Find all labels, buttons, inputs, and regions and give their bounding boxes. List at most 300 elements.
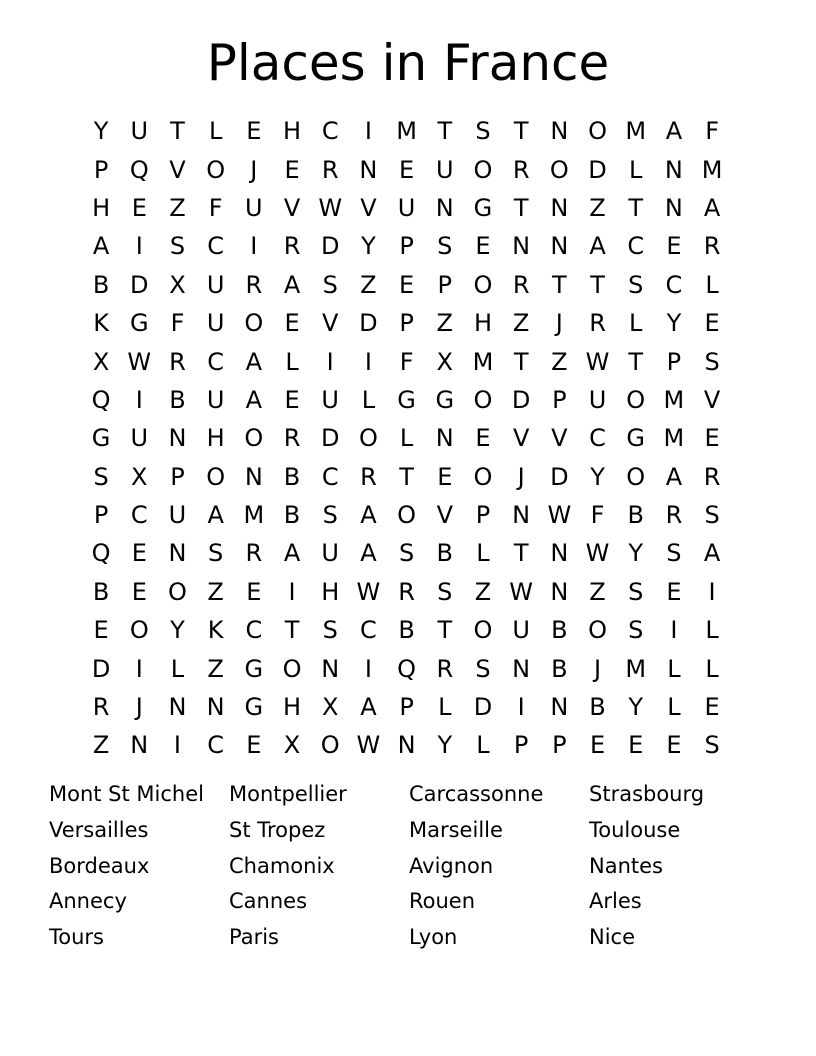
grid-letter: N <box>168 424 187 453</box>
grid-letter: N <box>321 654 340 683</box>
grid-letter: N <box>244 462 263 491</box>
grid-letter: M <box>472 347 494 376</box>
grid-letter: Y <box>666 309 682 338</box>
grid-letter: T <box>513 193 529 222</box>
grid-letter: U <box>130 117 149 146</box>
grid-letter: U <box>321 385 339 414</box>
grid-letter: N <box>168 539 187 568</box>
grid-letter: B <box>551 616 568 645</box>
grid-letter: O <box>129 616 149 645</box>
grid-letter: Z <box>512 309 530 338</box>
grid-letter: S <box>322 501 338 530</box>
grid-letter: A <box>360 693 377 722</box>
grid-letter: H <box>206 424 225 453</box>
grid-letter: Z <box>360 270 377 299</box>
grid-letter: G <box>473 193 493 222</box>
grid-letter: R <box>703 232 721 261</box>
grid-letter: L <box>705 616 719 645</box>
grid-letter: J <box>555 309 563 338</box>
grid-letter: O <box>588 117 607 146</box>
grid-letter: A <box>360 539 377 568</box>
grid-letter: S <box>322 270 338 299</box>
grid-letter: Y <box>628 539 644 568</box>
grid-letter: L <box>476 731 490 760</box>
grid-letter: J <box>593 654 602 683</box>
grid-letter: P <box>93 155 109 184</box>
grid-letter: U <box>435 155 454 184</box>
grid-letter: G <box>129 309 149 338</box>
grid-letter: R <box>169 347 186 376</box>
grid-letter: C <box>360 616 377 645</box>
grid-letter: G <box>626 424 646 453</box>
grid-letter: T <box>399 462 414 491</box>
grid-letter: S <box>398 539 415 568</box>
grid-letter: X <box>436 347 453 376</box>
grid-letter: P <box>475 501 491 530</box>
grid-letter: U <box>512 616 530 645</box>
grid-letter: B <box>169 385 186 414</box>
word-list-item: Rouen <box>409 889 476 914</box>
grid-letter: S <box>475 117 491 146</box>
grid-letter: D <box>473 693 493 722</box>
grid-letter: O <box>626 462 646 491</box>
grid-letter: J <box>517 462 525 491</box>
grid-letter: D <box>550 462 569 491</box>
grid-letter: S <box>666 539 682 568</box>
grid-letter: B <box>627 501 644 530</box>
grid-letter: P <box>399 232 414 261</box>
grid-letter: U <box>206 270 225 299</box>
grid-letter: N <box>512 232 531 261</box>
grid-letter: D <box>320 424 340 453</box>
grid-letter: T <box>284 616 300 645</box>
grid-letter: K <box>207 616 224 645</box>
grid-letter: W <box>585 347 610 376</box>
grid-letter: I <box>364 347 372 376</box>
grid-letter: S <box>704 347 720 376</box>
grid-letter: B <box>92 577 110 606</box>
grid-letter: A <box>665 117 683 146</box>
grid-letter: L <box>705 654 719 683</box>
grid-letter: N <box>550 117 569 146</box>
grid-letter: F <box>170 309 185 338</box>
grid-letter: S <box>704 731 720 760</box>
grid-letter: U <box>245 193 263 222</box>
grid-letter: S <box>628 270 644 299</box>
grid-letter: C <box>207 731 225 760</box>
grid-letter: Q <box>91 539 111 568</box>
grid-letter: I <box>135 385 143 414</box>
grid-letter: S <box>93 462 109 491</box>
grid-letter: P <box>399 693 414 722</box>
word-list-item: Montpellier <box>229 782 347 806</box>
grid-letter: R <box>245 270 263 299</box>
grid-letter: V <box>283 193 301 222</box>
grid-letter: H <box>473 309 492 338</box>
grid-letter: Q <box>397 654 417 683</box>
grid-letter: Z <box>551 347 568 376</box>
grid-letter: S <box>169 232 186 261</box>
grid-letter: A <box>92 232 110 261</box>
grid-letter: Y <box>628 693 644 722</box>
grid-letter: E <box>246 117 262 146</box>
word-list-item: Chamonix <box>229 853 335 878</box>
grid-letter: E <box>666 577 682 606</box>
grid-letter: E <box>246 731 262 760</box>
grid-letter: X <box>92 347 110 376</box>
grid-letter: O <box>168 577 187 606</box>
grid-letter: W <box>318 193 343 222</box>
grid-letter: P <box>513 731 529 760</box>
grid-letter: M <box>625 117 647 146</box>
grid-letter: I <box>670 616 678 645</box>
grid-letter: T <box>513 117 529 146</box>
grid-letter: Y <box>437 731 453 760</box>
grid-letter: P <box>170 462 185 491</box>
grid-letter: R <box>321 155 339 184</box>
grid-letter: F <box>208 193 223 222</box>
grid-letter: B <box>92 270 110 299</box>
grid-letter: R <box>360 462 377 491</box>
grid-letter: P <box>552 385 567 414</box>
grid-letter: E <box>131 577 147 606</box>
grid-letter: K <box>93 309 109 338</box>
grid-letter: L <box>285 347 299 376</box>
grid-letter: M <box>625 654 647 683</box>
grid-letter: G <box>435 385 455 414</box>
grid-letter: D <box>91 654 111 683</box>
grid-letter: N <box>168 693 187 722</box>
word-list-item: Marseille <box>409 817 503 842</box>
grid-letter: N <box>512 654 531 683</box>
grid-letter: W <box>585 539 610 568</box>
grid-letter: U <box>206 385 225 414</box>
grid-letter: Z <box>589 193 606 222</box>
word-list-item: Cannes <box>229 889 308 914</box>
grid-letter: L <box>629 309 643 338</box>
grid-letter: E <box>704 309 720 338</box>
grid-letter: R <box>283 424 301 453</box>
grid-letter: T <box>170 117 185 146</box>
grid-letter: R <box>512 155 530 184</box>
grid-letter: L <box>476 539 490 568</box>
grid-letter: N <box>664 193 683 222</box>
grid-letter: H <box>283 693 302 722</box>
grid-letter: G <box>244 654 264 683</box>
grid-letter: N <box>512 501 531 530</box>
grid-letter: M <box>663 424 685 453</box>
grid-letter: T <box>628 193 644 222</box>
grid-letter: Y <box>93 117 109 146</box>
grid-letter: R <box>665 501 683 530</box>
grid-letter: F <box>705 117 719 146</box>
word-list-item: Avignon <box>409 853 494 878</box>
grid-letter: L <box>399 424 414 453</box>
grid-letter: P <box>552 731 567 760</box>
grid-letter: B <box>436 539 454 568</box>
grid-letter: R <box>283 232 301 261</box>
grid-letter: D <box>511 385 531 414</box>
grid-letter: U <box>130 424 149 453</box>
grid-letter: Z <box>207 654 224 683</box>
grid-letter: V <box>703 385 721 414</box>
grid-letter: N <box>550 193 569 222</box>
grid-letter: H <box>92 193 111 222</box>
grid-letter: R <box>436 654 454 683</box>
grid-letter: G <box>91 424 111 453</box>
grid-letter: L <box>667 693 681 722</box>
word-list-item: Annecy <box>49 889 127 914</box>
grid-letter: R <box>92 693 110 722</box>
grid-letter: E <box>284 309 300 338</box>
grid-letter: U <box>168 501 187 530</box>
grid-letter: B <box>283 501 301 530</box>
grid-letter: L <box>705 270 719 299</box>
grid-letter: S <box>628 616 644 645</box>
grid-letter: E <box>131 539 147 568</box>
grid-letter: O <box>473 462 493 491</box>
grid-letter: E <box>437 462 453 491</box>
word-list-item: Nantes <box>589 853 663 878</box>
grid-letter: I <box>364 117 372 146</box>
grid-letter: A <box>207 501 224 530</box>
grid-letter: O <box>358 424 378 453</box>
grid-letter: O <box>206 155 226 184</box>
grid-letter: N <box>130 731 149 760</box>
grid-letter: I <box>135 654 143 683</box>
grid-letter: A <box>283 539 301 568</box>
grid-letter: B <box>283 462 301 491</box>
grid-letter: O <box>320 731 340 760</box>
grid-letter: Z <box>436 309 453 338</box>
grid-letter: Q <box>91 385 111 414</box>
grid-letter: A <box>665 462 683 491</box>
grid-letter: V <box>322 309 339 338</box>
grid-letter: A <box>360 501 377 530</box>
grid-letter: D <box>320 232 340 261</box>
grid-letter: C <box>665 270 683 299</box>
grid-letter: C <box>321 462 339 491</box>
grid-letter: M <box>243 501 265 530</box>
grid-letter: E <box>399 270 415 299</box>
grid-letter: V <box>512 424 530 453</box>
grid-letter: I <box>135 232 143 261</box>
grid-letter: A <box>703 539 721 568</box>
grid-letter: X <box>283 731 301 760</box>
grid-letter: E <box>628 731 644 760</box>
grid-letter: L <box>208 117 223 146</box>
grid-letter: T <box>513 347 529 376</box>
grid-letter: C <box>321 117 339 146</box>
grid-letter: T <box>513 539 529 568</box>
grid-letter: A <box>283 270 301 299</box>
grid-letter: O <box>206 462 226 491</box>
grid-letter: O <box>473 270 493 299</box>
grid-letter: P <box>666 347 682 376</box>
grid-letter: U <box>397 193 416 222</box>
grid-letter: L <box>629 155 643 184</box>
grid-letter: L <box>361 385 376 414</box>
grid-letter: I <box>288 577 296 606</box>
grid-letter: N <box>206 693 225 722</box>
grid-letter: M <box>396 117 417 146</box>
grid-letter: O <box>473 385 493 414</box>
grid-letter: W <box>356 577 381 606</box>
grid-letter: P <box>399 309 414 338</box>
grid-letter: A <box>589 232 606 261</box>
grid-letter: G <box>397 385 416 414</box>
word-list-item: Arles <box>589 889 642 914</box>
grid-letter: J <box>135 693 143 722</box>
grid-letter: X <box>321 693 339 722</box>
word-list-item: Tours <box>49 925 104 950</box>
grid-letter: I <box>250 232 258 261</box>
grid-letter: E <box>704 693 720 722</box>
grid-letter: B <box>589 693 606 722</box>
grid-letter: C <box>627 232 645 261</box>
grid-letter: W <box>356 731 381 760</box>
grid-letter: N <box>435 193 454 222</box>
grid-letter: A <box>703 193 721 222</box>
grid-letter: E <box>666 731 682 760</box>
grid-letter: C <box>207 232 225 261</box>
grid-letter: T <box>628 347 644 376</box>
grid-letter: L <box>667 654 681 683</box>
grid-letter: U <box>206 309 225 338</box>
grid-letter: R <box>398 577 415 606</box>
grid-letter: X <box>131 462 148 491</box>
grid-letter: V <box>436 501 453 530</box>
grid-letter: Y <box>170 616 185 645</box>
grid-letter: Y <box>590 462 605 491</box>
grid-letter: Q <box>129 155 149 184</box>
grid-letter: I <box>326 347 334 376</box>
grid-letter: E <box>131 193 147 222</box>
grid-letter: O <box>282 654 302 683</box>
grid-letter: W <box>509 577 534 606</box>
grid-letter: P <box>437 270 453 299</box>
grid-letter: S <box>628 577 644 606</box>
grid-letter: G <box>244 693 264 722</box>
grid-letter: O <box>244 424 264 453</box>
grid-letter: O <box>244 309 264 338</box>
grid-letter: I <box>517 693 525 722</box>
grid-letter: E <box>666 232 682 261</box>
grid-letter: T <box>590 270 605 299</box>
grid-letter: E <box>284 385 300 414</box>
word-list-item: Strasbourg <box>589 782 705 806</box>
grid-letter: N <box>397 731 416 760</box>
grid-letter: B <box>551 654 568 683</box>
grid-letter: N <box>550 577 569 606</box>
grid-letter: R <box>245 539 263 568</box>
grid-letter: X <box>169 270 186 299</box>
grid-letter: N <box>550 693 569 722</box>
grid-letter: E <box>284 155 300 184</box>
grid-letter: E <box>246 577 262 606</box>
grid-letter: M <box>701 155 723 184</box>
grid-letter: L <box>438 693 452 722</box>
grid-letter: U <box>588 385 607 414</box>
grid-letter: D <box>359 309 378 338</box>
grid-letter: N <box>550 539 569 568</box>
grid-letter: R <box>703 462 721 491</box>
grid-letter: S <box>208 539 224 568</box>
grid-letter: E <box>93 616 109 645</box>
grid-letter: W <box>547 501 572 530</box>
grid-letter: E <box>475 232 491 261</box>
grid-letter: I <box>173 731 181 760</box>
grid-letter: Y <box>361 232 376 261</box>
grid-letter: C <box>589 424 606 453</box>
grid-letter: U <box>321 539 339 568</box>
grid-letter: C <box>130 501 148 530</box>
word-list-item: Lyon <box>409 925 458 950</box>
grid-letter: T <box>437 616 453 645</box>
grid-letter: W <box>127 347 152 376</box>
grid-letter: V <box>551 424 568 453</box>
grid-letter: O <box>473 616 493 645</box>
grid-letter: N <box>359 155 378 184</box>
grid-letter: H <box>283 117 302 146</box>
grid-letter: N <box>664 155 683 184</box>
word-list-item: Bordeaux <box>49 853 150 878</box>
grid-letter: A <box>245 347 263 376</box>
grid-letter: S <box>322 616 338 645</box>
grid-letter: N <box>435 424 454 453</box>
grid-letter: S <box>704 501 720 530</box>
grid-letter: F <box>399 347 414 376</box>
grid-letter: Z <box>589 577 606 606</box>
grid-letter: C <box>207 347 225 376</box>
grid-letter: N <box>550 232 569 261</box>
word-list-item: Toulouse <box>589 817 681 842</box>
grid-letter: E <box>704 424 720 453</box>
grid-letter: H <box>321 577 340 606</box>
grid-letter: T <box>552 270 567 299</box>
grid-letter: Z <box>169 193 186 222</box>
grid-letter: B <box>398 616 415 645</box>
grid-letter: F <box>590 501 605 530</box>
word-list-item: Nice <box>589 925 636 950</box>
grid-letter: E <box>589 731 606 760</box>
grid-letter: P <box>93 501 109 530</box>
grid-letter: S <box>437 577 453 606</box>
grid-letter: O <box>549 155 569 184</box>
grid-letter: T <box>437 117 453 146</box>
grid-letter: S <box>475 654 491 683</box>
grid-letter: R <box>589 309 606 338</box>
grid-letter: I <box>708 577 716 606</box>
page-title: Places in France <box>206 34 610 92</box>
grid-letter: O <box>588 616 607 645</box>
grid-letter: J <box>250 155 258 184</box>
grid-letter: O <box>473 155 493 184</box>
grid-letter: M <box>663 385 685 414</box>
grid-letter: A <box>245 385 263 414</box>
grid-letter: D <box>130 270 149 299</box>
word-list <box>49 777 769 956</box>
grid-letter: Z <box>474 577 492 606</box>
grid-letter: V <box>360 193 377 222</box>
word-list-item: Carcassonne <box>409 782 544 806</box>
word-list-item: Mont St Michel <box>49 782 204 806</box>
word-list-item: St Tropez <box>229 817 326 842</box>
grid-letter: O <box>626 385 646 414</box>
grid-letter: V <box>169 155 186 184</box>
grid-letter: D <box>588 155 607 184</box>
word-search-grid <box>82 112 731 765</box>
